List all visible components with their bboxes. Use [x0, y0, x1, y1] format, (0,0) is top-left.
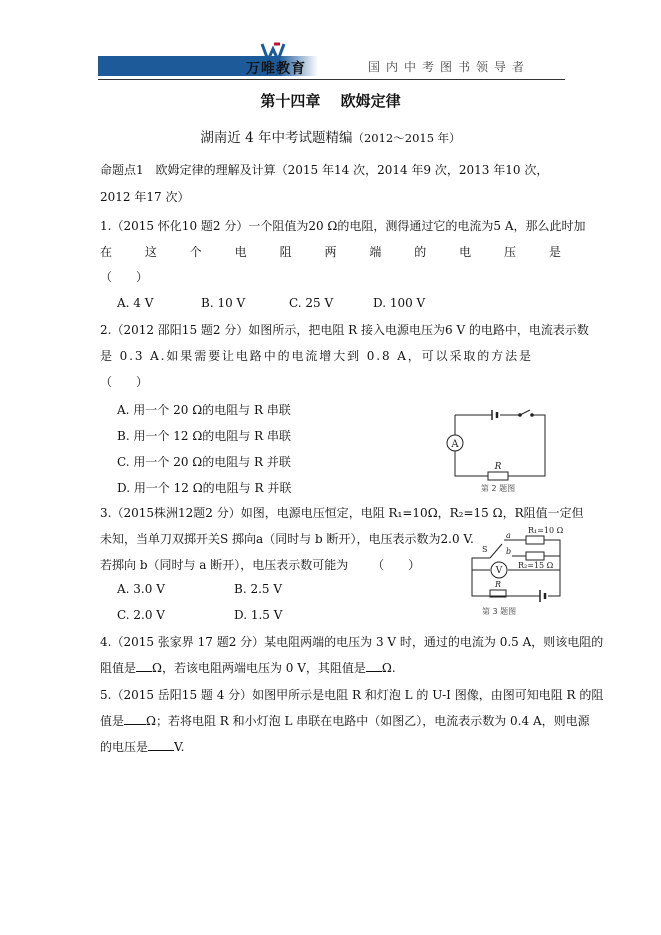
- resistor-label: R: [494, 462, 502, 472]
- q3-line-2: 未知，当单刀双掷开关S 掷向a（同时与 b 断开），电压表示数为2.0 V.: [100, 532, 474, 546]
- q2-option-c: C. 用一个 20 Ω的电阻与 R 并联: [117, 455, 291, 469]
- q5-line-2: [100, 712, 590, 729]
- q5-text-b: Ω；若将电阻 R 和小灯泡 L 串联在电路中（如图乙），电流表示数为 0.4 A，则电源: [146, 714, 590, 728]
- voltmeter-label: V: [495, 566, 503, 576]
- q3-line-1: 3.（2015株洲12题2 分）如图，电源电压恒定，电阻 R₁=10Ω，R₂=15 Ω，R阻值一定但: [100, 506, 584, 520]
- q2-line-1: 2.（2012 邵阳15 题2 分）如图所示，把电阻 R 接入电源电压为6 V 的电路中，电流表示数: [100, 323, 589, 337]
- q4-text-b: Ω，若该电阻两端电压为 0 V，其阻值是: [152, 661, 366, 675]
- q3-option-a: A. 3.0 V: [117, 582, 165, 596]
- subtitle: [0, 126, 661, 146]
- q5-line-3: [100, 738, 184, 755]
- q4-blank-2[interactable]: [366, 661, 382, 672]
- q3-option-b: B. 2.5 V: [234, 582, 283, 596]
- q3-contact-b: b: [506, 547, 512, 556]
- q1-word: 个: [189, 245, 202, 259]
- q1-word: 两: [324, 245, 337, 259]
- topic-line-2: 2012 年17 次）: [100, 190, 190, 204]
- q1-option-d: D. 100 V: [373, 296, 426, 310]
- page-header: [98, 42, 565, 82]
- q2-circuit-figure: [440, 405, 555, 493]
- q5-blank-2[interactable]: [148, 740, 174, 751]
- header-rule: [98, 79, 565, 80]
- q2-line-2: 是 0.3 A.如果需要让电路中的电流增大到 0.8 A，可以采取的方法是: [100, 349, 533, 363]
- subtitle-text: 湖南近 4 年中考试题精编: [200, 130, 353, 146]
- q5-text-d: V.: [174, 740, 185, 754]
- q1-line-1: 1.（2015 怀化10 题2 分）一个阻值为20 Ω的电阻，测得通过它的电流为5 A，那么此时加: [100, 219, 586, 233]
- q1-option-c: C. 25 V: [289, 296, 334, 310]
- header-slogan: 国内中考图书领导者: [368, 60, 531, 74]
- q1-word: 这: [144, 245, 157, 259]
- q4-text-c: Ω.: [381, 661, 396, 675]
- q1-word: 电: [234, 245, 247, 259]
- q3-r1-label: R₁=10 Ω: [528, 526, 564, 535]
- q1-word: 是: [548, 245, 561, 259]
- q4-line-1: 4.（2015 张家界 17 题2 分）某电阻两端的电压为 3 V 时，通过的电流为 0.5 A，则该电阻的: [100, 635, 604, 649]
- q1-word: 电: [459, 245, 472, 259]
- q1-word: 的: [414, 245, 427, 259]
- q2-option-b: B. 用一个 12 Ω的电阻与 R 串联: [117, 429, 291, 443]
- chapter-title: 第十四章 欧姆定律: [260, 92, 401, 110]
- q2-figure-caption: 第 2 题图: [480, 484, 516, 493]
- q5-text-c: 的电压是: [100, 740, 149, 754]
- brand-name: 万唯教育: [246, 61, 306, 77]
- q3-switch-label: S: [482, 545, 488, 554]
- q2-option-d: D. 用一个 12 Ω的电阻与 R 并联: [117, 481, 292, 495]
- subtitle-range: （2012～2015 年）: [352, 131, 461, 145]
- q4-line-2: [100, 659, 396, 676]
- q1-option-b: B. 10 V: [201, 296, 246, 310]
- q3-r-label: R: [495, 580, 502, 589]
- ammeter-label: A: [451, 439, 459, 450]
- q1-answer-paren: （ ）: [100, 270, 149, 284]
- q1-word: 端: [369, 245, 382, 259]
- q5-text-a: 值是: [100, 714, 125, 728]
- q1-option-a: A. 4 V: [117, 296, 154, 310]
- q2-answer-paren: （ ）: [100, 375, 149, 389]
- q1-word: 压: [504, 245, 517, 259]
- topic-line-1: 命题点1 欧姆定律的理解及计算（2015 年14 次，2014 年9 次，2013 年10 次，: [100, 163, 549, 177]
- q3-line-3-text: 若掷向 b（同时与 a 断开），电压表示数可能为: [100, 558, 349, 572]
- q3-r2-label: R₂=15 Ω: [518, 561, 554, 570]
- q3-option-d: D. 1.5 V: [234, 608, 283, 622]
- q4-blank-1[interactable]: [136, 661, 152, 672]
- q3-circuit-figure: [462, 518, 567, 618]
- q3-option-c: C. 2.0 V: [117, 608, 165, 622]
- q1-word: 阻: [279, 245, 292, 259]
- q3-line-3: [100, 556, 420, 573]
- q1-line-2: [100, 243, 561, 260]
- q5-blank-1[interactable]: [124, 714, 146, 725]
- q5-line-1: 5.（2015 岳阳15 题 4 分）如图甲所示是电阻 R 和灯泡 L 的 U-I 图像，由图可知电阻 R 的阻: [100, 688, 604, 702]
- q3-figure-caption: 第 3 题图: [482, 607, 517, 616]
- q4-text-a: 阻值是: [100, 661, 137, 675]
- q2-option-a: A. 用一个 20 Ω的电阻与 R 串联: [117, 403, 291, 417]
- q3-answer-paren: （ ）: [372, 558, 421, 572]
- q1-word: 在: [100, 245, 113, 259]
- q3-contact-a: a: [506, 531, 511, 540]
